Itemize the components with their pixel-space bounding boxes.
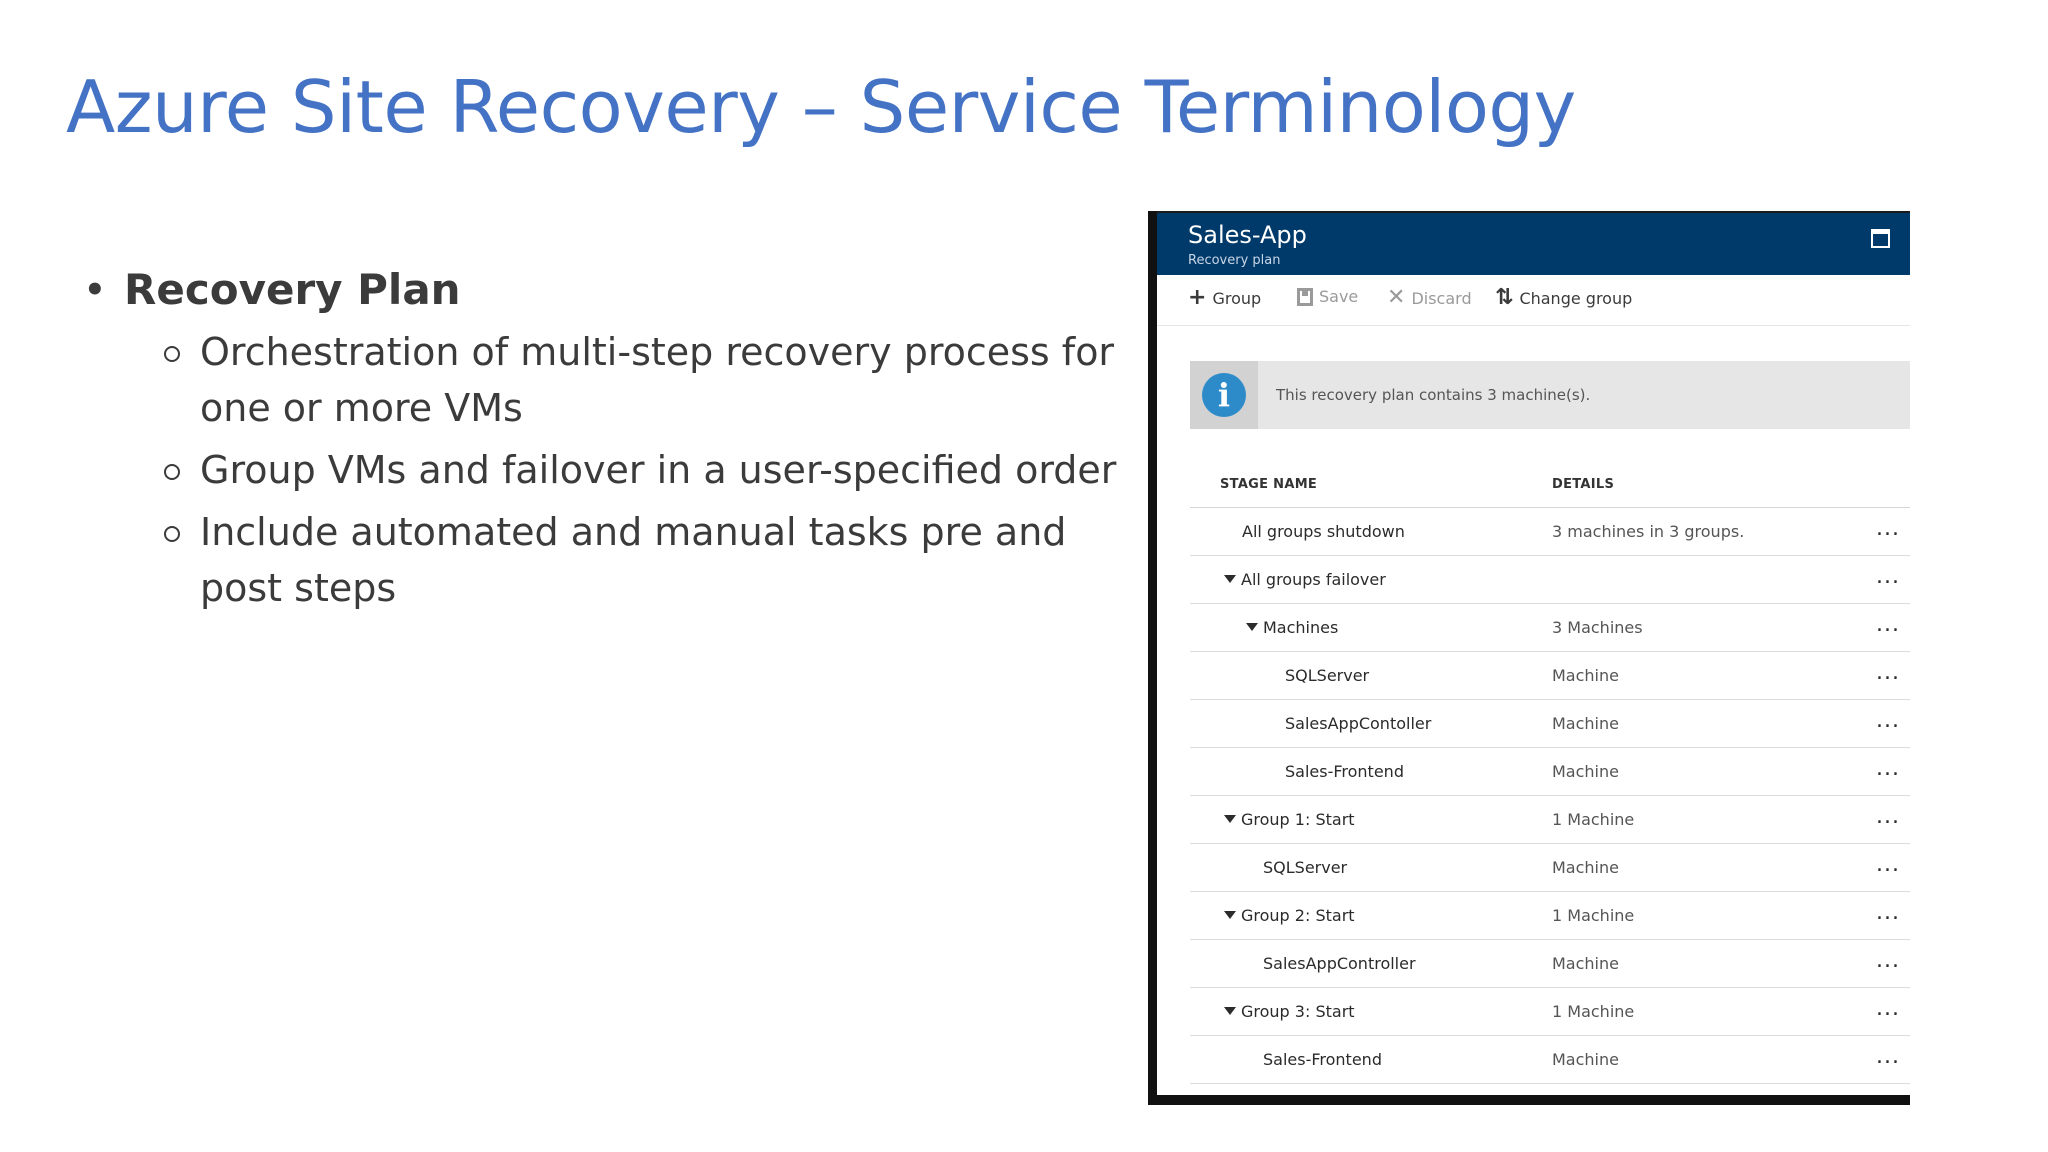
grid-header (1190, 461, 1910, 508)
more-options-icon[interactable]: ... (1876, 948, 1900, 973)
info-message: This recovery plan contains 3 machine(s). (1276, 386, 1591, 404)
sub-bullet: Orchestration of multi-step recovery process for one or more VMs (80, 324, 1120, 436)
circle-bullet-icon (164, 464, 180, 480)
table-row[interactable]: Machines 3 Machines ... (1190, 604, 1910, 652)
column-header-details[interactable]: DETAILS (1552, 477, 1615, 492)
table-row[interactable]: Sales-Frontend Machine ... (1190, 748, 1910, 796)
more-options-icon[interactable]: ... (1876, 996, 1900, 1021)
add-group-button[interactable]: + Group (1188, 285, 1262, 310)
table-row[interactable]: Group 1: Start 1 Machine ... (1190, 796, 1910, 844)
save-disk-icon (1297, 288, 1313, 306)
table-row[interactable]: All groups failover ... (1190, 556, 1910, 604)
table-row[interactable]: SalesAppController Machine ... (1190, 940, 1910, 988)
circle-bullet-icon (164, 526, 180, 542)
table-row[interactable]: SalesAppContoller Machine ... (1190, 700, 1910, 748)
blade-toolbar (1157, 275, 1910, 326)
bullet-dot-icon: • (84, 270, 106, 310)
recovery-plan-blade (1148, 211, 1910, 1105)
caret-down-icon[interactable] (1224, 911, 1236, 919)
stages-grid (1190, 461, 1910, 1084)
blade-header (1157, 211, 1910, 275)
bullet-list (80, 260, 1120, 622)
sub-bullet-list (80, 324, 1120, 616)
caret-down-icon[interactable] (1224, 1007, 1236, 1015)
info-icon: i (1202, 373, 1246, 417)
caret-down-icon[interactable] (1224, 575, 1236, 583)
more-options-icon[interactable]: ... (1876, 564, 1900, 589)
save-button[interactable]: Save (1297, 287, 1358, 306)
more-options-icon[interactable]: ... (1876, 660, 1900, 685)
more-options-icon[interactable]: ... (1876, 1044, 1900, 1069)
more-options-icon[interactable]: ... (1876, 852, 1900, 877)
slide-title: Azure Site Recovery – Service Terminology (66, 65, 1576, 149)
blade-subtitle: Recovery plan (1188, 253, 1281, 268)
maximize-icon[interactable] (1871, 229, 1890, 248)
swap-arrows-icon: ⇅ (1495, 285, 1514, 310)
sub-bullet: Group VMs and failover in a user-specified order (80, 442, 1120, 498)
discard-button[interactable]: ✕ Discard (1387, 285, 1472, 310)
more-options-icon[interactable]: ... (1876, 708, 1900, 733)
close-icon: ✕ (1387, 285, 1406, 310)
change-group-button[interactable]: ⇅ Change group (1495, 285, 1633, 310)
column-header-stage[interactable]: STAGE NAME (1220, 477, 1318, 492)
table-row[interactable]: SQLServer Machine ... (1190, 652, 1910, 700)
table-row[interactable]: Group 3: Start 1 Machine ... (1190, 988, 1910, 1036)
bullet-recovery-plan (80, 260, 1120, 320)
more-options-icon[interactable]: ... (1876, 900, 1900, 925)
caret-down-icon[interactable] (1246, 623, 1258, 631)
table-row[interactable]: All groups shutdown 3 machines in 3 groups. ... (1190, 508, 1910, 556)
table-row[interactable]: SQLServer Machine ... (1190, 844, 1910, 892)
caret-down-icon[interactable] (1224, 815, 1236, 823)
plus-icon: + (1188, 285, 1207, 310)
more-options-icon[interactable]: ... (1876, 756, 1900, 781)
more-options-icon[interactable]: ... (1876, 612, 1900, 637)
table-row[interactable]: Group 2: Start 1 Machine ... (1190, 892, 1910, 940)
info-banner (1190, 361, 1910, 429)
blade-title: Sales-App (1188, 221, 1307, 249)
more-options-icon[interactable]: ... (1876, 804, 1900, 829)
table-row[interactable]: Sales-Frontend Machine ... (1190, 1036, 1910, 1084)
circle-bullet-icon (164, 346, 180, 362)
more-options-icon[interactable]: ... (1876, 516, 1900, 541)
sub-bullet: Include automated and manual tasks pre and post steps (80, 504, 1120, 616)
bullet-heading: Recovery Plan (124, 265, 461, 314)
